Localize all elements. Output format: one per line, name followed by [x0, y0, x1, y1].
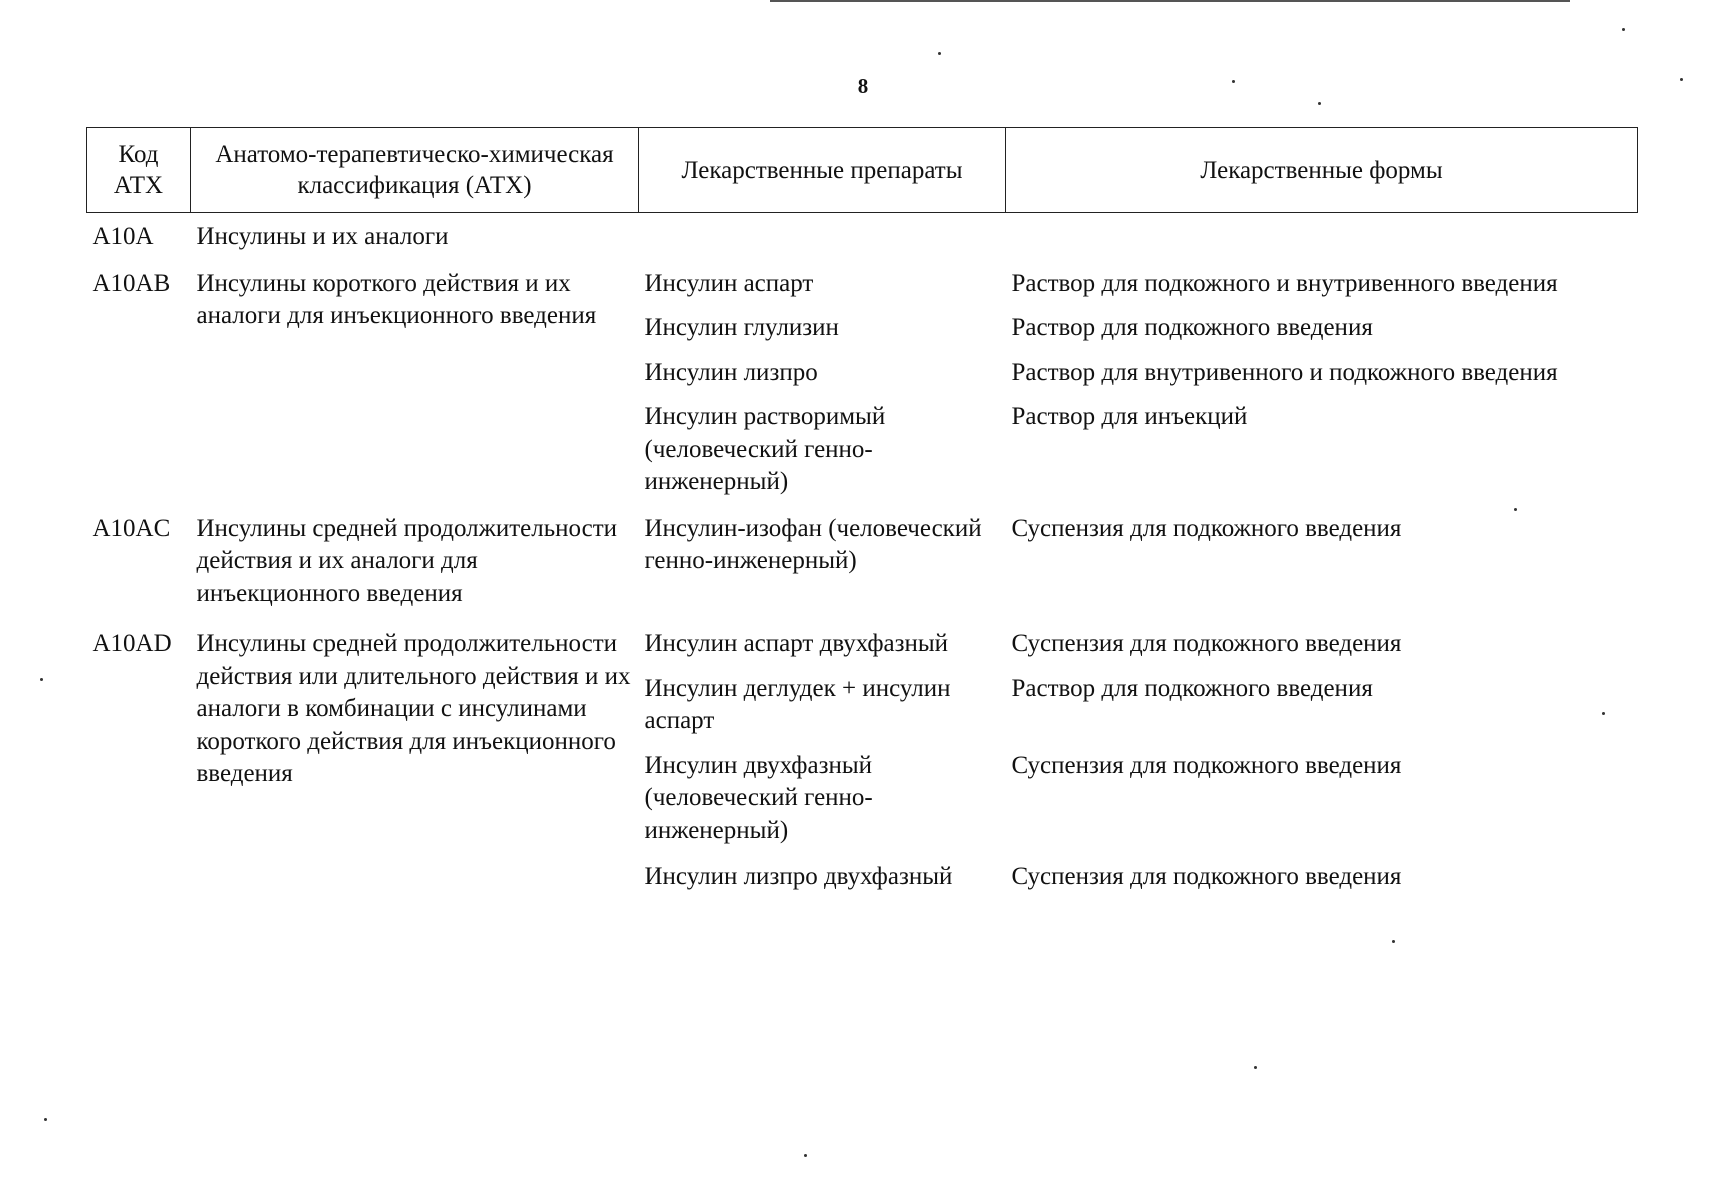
atx-code: A10AD: [92, 630, 172, 657]
drug-name: Инсулин растворимый (человеческий генно-инженерный): [644, 403, 886, 495]
page-number: 8: [857, 74, 869, 98]
table-row: [87, 610, 1638, 661]
table-row: [87, 213, 1638, 254]
table-header: [87, 128, 1638, 213]
scan-speck: [804, 1154, 807, 1157]
scan-speck: [1680, 78, 1683, 81]
drug-name: Инсулин двухфазный (человеческий генно-инженерный): [644, 751, 873, 844]
scan-speck: [40, 678, 43, 681]
top-scan-rule: [770, 0, 1570, 2]
drug-name: Инсулин глулизин: [644, 314, 839, 341]
drug-name: Инсулин аспарт двухфазный: [644, 630, 949, 657]
header-forms: Лекарственные формы: [1006, 128, 1638, 213]
drug-name: [639, 213, 1006, 254]
scan-speck: [1602, 712, 1605, 715]
drug-name: Инсулин-изофан (человеческий генно-инженерный): [644, 514, 982, 574]
table-row: [87, 254, 1638, 301]
scan-speck: [1318, 102, 1321, 105]
dosage-form: Раствор для подкожного введения: [1011, 314, 1373, 341]
table-body: [87, 213, 1638, 894]
scan-speck: [44, 1118, 47, 1121]
scan-speck: [1514, 508, 1517, 511]
atx-classification: Инсулины короткого действия и их аналоги для инъекционного введения: [196, 269, 597, 329]
dosage-form: Раствор для инъекций: [1011, 403, 1248, 430]
scan-speck: [1254, 1066, 1257, 1069]
dosage-form: [1006, 213, 1638, 254]
scan-speck: [1622, 28, 1625, 31]
dosage-form: Суспензия для подкожного введения: [1011, 514, 1402, 542]
scan-speck: [1232, 80, 1235, 83]
drug-name: Инсулин аспарт: [644, 269, 814, 297]
dosage-form: Раствор для подкожного введения: [1011, 674, 1373, 702]
atx-code: A10A: [92, 223, 154, 250]
dosage-form: Суспензия для подкожного введения: [1011, 630, 1402, 657]
drug-name: Инсулин деглудек + инсулин аспарт: [644, 674, 951, 734]
dosage-form: Раствор для подкожного и внутривенного введения: [1011, 269, 1558, 297]
scan-speck: [938, 52, 941, 55]
atx-code: A10AC: [92, 514, 171, 542]
atx-code: A10AB: [92, 269, 171, 297]
header-classification: Анатомо-терапевтическо-химическая классификация (АТХ): [191, 128, 639, 213]
atx-classification: Инсулины и их аналоги: [196, 223, 449, 250]
scan-speck: [1392, 940, 1395, 943]
drug-name: Инсулин лизпро: [644, 358, 818, 386]
atx-classification: Инсулины средней продолжительности действия и их аналоги для инъекционного введения: [196, 514, 618, 607]
dosage-form: Суспензия для подкожного введения: [1011, 751, 1402, 779]
table-row: [87, 499, 1638, 611]
dosage-form: Суспензия для подкожного введения: [1011, 863, 1402, 890]
drug-name: Инсулин лизпро двухфазный: [644, 863, 953, 890]
header-code: Код АТХ: [87, 128, 191, 213]
header-drugs: Лекарственные препараты: [639, 128, 1006, 213]
dosage-form: Раствор для внутривенного и подкожного введения: [1011, 358, 1558, 386]
atx-classification: Инсулины средней продолжительности действия или длительного действия и их аналоги в комбинации с инсулинами короткого действия для инъекционного введения: [196, 630, 631, 787]
atx-table: [86, 127, 1638, 894]
